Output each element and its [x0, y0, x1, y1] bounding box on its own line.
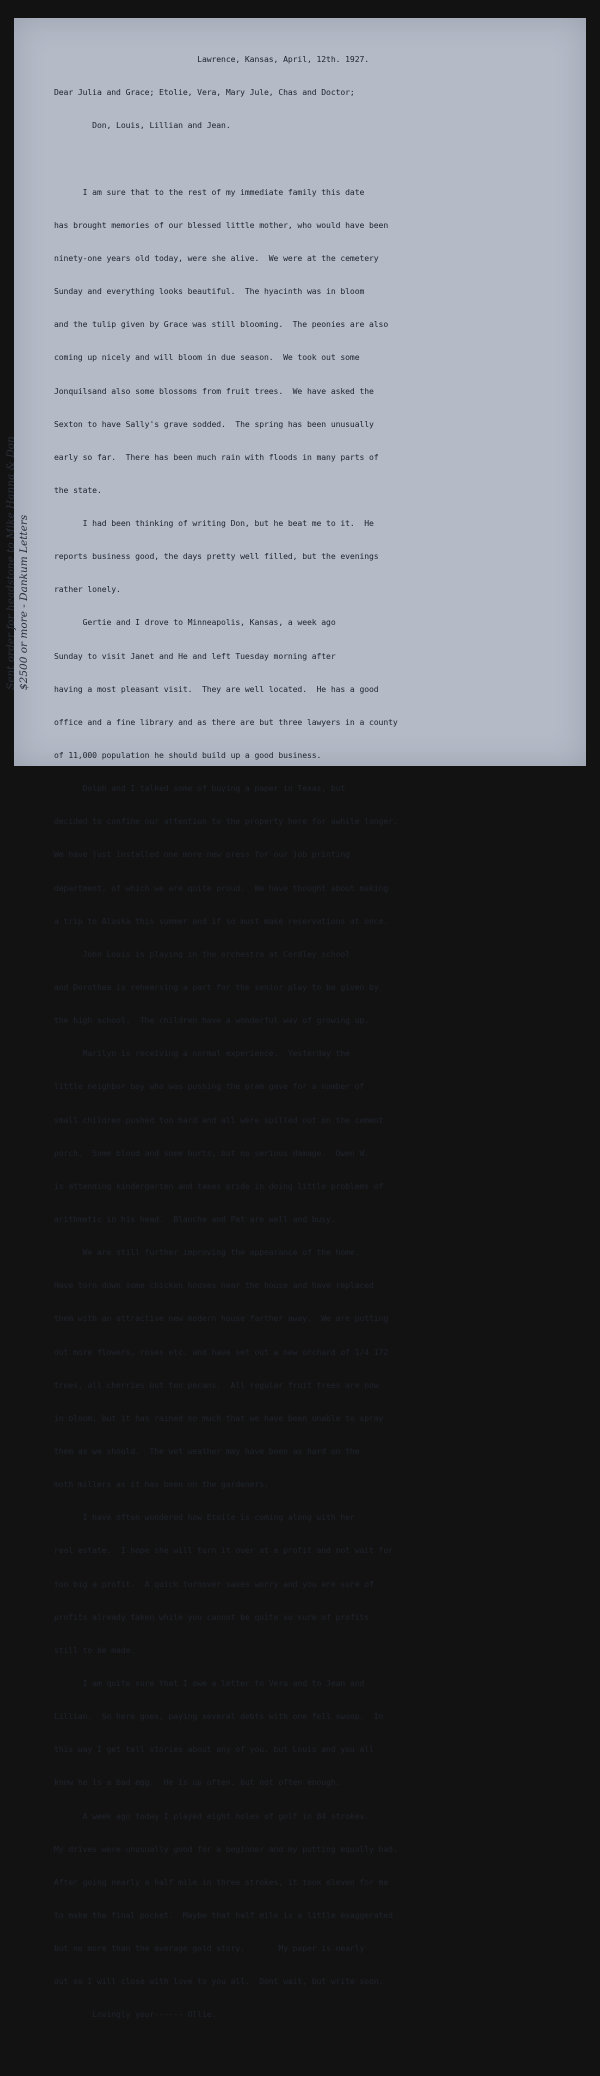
letter-line [54, 154, 580, 165]
letter-line: this way I get tell stories about any of you, but Louis and you all [54, 1744, 374, 1755]
letter-line: little neighbor boy who was pushing the pram gave for a number of [54, 1081, 365, 1092]
letter-line: in bloom, but it has rained so much that we have been unable to spray [54, 1412, 384, 1423]
letter-line: having a most pleasant visit. They are well located. He has a good [54, 683, 379, 694]
letter-line: We have just installed one more new press for our job printing [54, 849, 350, 860]
letter-line: Gertie and I drove to Minneapolis, Kansas, a week ago [54, 617, 336, 628]
letter-line: Sexton to have Sally's grave sodded. The spring has been unusually [54, 418, 374, 429]
letter-line: After going nearly a half mile in three strokes, it took eleven for me [54, 1876, 389, 1887]
letter-line: profits already taken while you cannot be quite so sure of profits [54, 1611, 370, 1622]
typed-letter-body [54, 32, 580, 2076]
letter-line: know he is a bad egg. He is up often, but not often enough. [54, 1777, 341, 1788]
letter-line: and the tulip given by Grace was still blooming. The peonies are also [54, 319, 389, 330]
letter-line: of 11,000 population he should build up a good business. [54, 750, 322, 761]
letter-line: Have torn down some chicken houses near the house and have replaced [54, 1280, 374, 1291]
letter-line: I had been thinking of writing Don, but he beat me to it. He [54, 518, 374, 529]
letter-line: coming up nicely and will bloom in due season. We took out some [54, 352, 360, 363]
letter-line: small children pushed too hard and all were spilled out on the cement [54, 1114, 384, 1125]
handwritten-margin-note [5, 150, 31, 690]
letter-line: I have often wondered how Etoile is coming along with her [54, 1512, 355, 1523]
letter-line: I am sure that to the rest of my immediate family this date [54, 186, 365, 197]
letter-line: the state. [54, 484, 102, 495]
letter-line: Jonquilsand also some blossoms from fruit trees. We have asked the [54, 385, 374, 396]
letter-line: Lovingly your------ Ollie. [54, 2009, 217, 2020]
letter-line: department, of which we are quite proud. We have thought about making [54, 882, 389, 893]
letter-line: Lawrence, Kansas, April, 12th. 1927. [54, 54, 370, 65]
letter-line: early so far. There has been much rain with floods in many parts of [54, 451, 379, 462]
letter-line: We are still further improving the appearance of the home. [54, 1247, 360, 1258]
letter-line: porch. Some blood and some hurts, but no serious damage. Owen W. [54, 1147, 370, 1158]
letter-line: real estate. I hope she will turn it over at a profit and not wait for [54, 1545, 393, 1556]
letter-line: and Dorothea is rehearsing a part for the senior play to be given by [54, 982, 379, 993]
margin-note-line: $2500 or more - Dankum Letters [18, 514, 30, 690]
letter-line: John Louis is playing in the orchestra at Cordley school [54, 948, 350, 959]
letter-line: arithmetic in his head. Blanche and Pat are well and busy. [54, 1214, 336, 1225]
letter-line: I am quite sure that I owe a letter to Vera and to Jean and [54, 1677, 365, 1688]
letter-line: the high school. The children have a wonderful way of growing up. [54, 1015, 370, 1026]
letter-line: ninety-one years old today, were she alive. We were at the cemetery [54, 252, 379, 263]
letter-line: still to be made. [54, 1644, 136, 1655]
letter-line: to make the final pocket. Maybe that half mile is a little exaggerated [54, 1909, 393, 1920]
letter-line [54, 2043, 580, 2054]
letter-line: reports business good, the days pretty well filled, but the evenings [54, 551, 379, 562]
letter-page [14, 18, 586, 2020]
letter-line: Sunday and everything looks beautiful. The hyacinth was in bloom [54, 286, 365, 297]
letter-line: A week ago today I played eight holes of golf in 84 strokes. [54, 1810, 370, 1821]
letter-line: but no more than the average gold story. My paper is nearly [54, 1943, 365, 1954]
letter-line: them with an attractive new modern house farther away. We are putting [54, 1313, 389, 1324]
letter-line: has brought memories of our blessed little mother, who would have been [54, 219, 389, 230]
letter-line: decided to confine our attention to the property here for awhile longer. [54, 816, 398, 827]
letter-line: rather lonely. [54, 584, 121, 595]
letter-line: moth millers as it has been on the gardeners. [54, 1479, 269, 1490]
letter-line: Marilyn is receiving a normal experience. Yesterday the [54, 1048, 350, 1059]
letter-line: a trip to Alaska this summer and if so must make reservations at once. [54, 915, 389, 926]
letter-line: Dear Julia and Grace; Etolie, Vera, Mary Jule, Chas and Doctor; [54, 87, 355, 98]
letter-line: trees, all cherries but ten pecans. All regular fruit trees are now [54, 1379, 379, 1390]
letter-line: too big a profit. A quick turnover saves worry and you are sure of [54, 1578, 374, 1589]
letter-line: office and a fine library and as there are but three lawyers in a county [54, 716, 398, 727]
letter-line: out more flowers, roses etc. and have set out a new orchard of 1/4 172 [54, 1346, 389, 1357]
letter-line: My drives were unusually good for a beginner and my putting equally bad. [54, 1843, 398, 1854]
letter-line: Don, Louis, Lillian and Jean. [54, 120, 231, 131]
letter-line: Dolph and I talked some of buying a paper in Texas, but [54, 783, 346, 794]
letter-line: them as we should. The wet weather may have been as hard on the [54, 1446, 360, 1456]
letter-line: Sunday to visit Janet and He and left Tuesday morning after [54, 650, 336, 661]
letter-line: Lillian. So here goes, paying several debts with one fell swoop. In [54, 1711, 384, 1722]
letter-line: out so I will close with love to you all. Dont wait, but write soon. [54, 1976, 384, 1987]
letter-line: is attending kindergarten and takes pride in doing little problems of [54, 1180, 384, 1191]
margin-note-line: Sent order for headstone to Mike Hanna & Don [5, 436, 17, 690]
